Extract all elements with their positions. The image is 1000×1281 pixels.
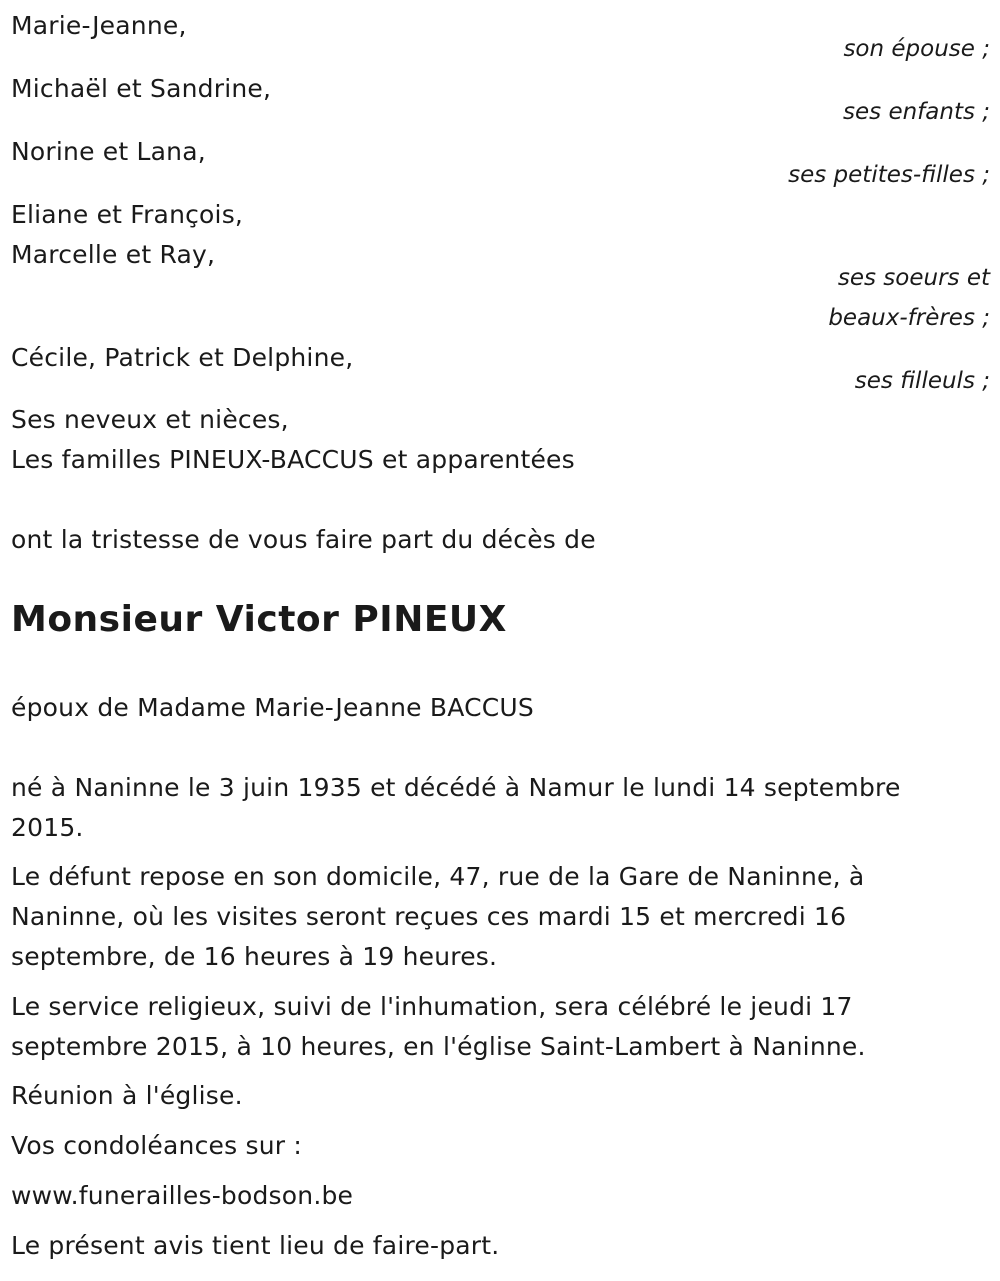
siblings-names-2: Marcelle et Ray, [11, 240, 216, 269]
children-names: Michaël et Sandrine, [11, 74, 272, 103]
siblings-relation-2: beaux-frères ; [828, 305, 990, 331]
spouse-name: Marie-Jeanne, [11, 11, 187, 40]
spouse-relation: son épouse ; [843, 36, 990, 62]
nephews-nieces: Ses neveux et nièces, [11, 405, 289, 434]
children-relation: ses enfants ; [843, 99, 990, 125]
service-paragraph: Le service religieux, suivi de l'inhumation, sera célébré le jeudi 17 septembre 2015, à 10 heures, en l'église Saint-Lambert à Naninne. [11, 992, 866, 1061]
notice-line: Le présent avis tient lieu de faire-part. [11, 1231, 500, 1260]
meeting-line: Réunion à l'église. [11, 1081, 243, 1110]
condolences-label: Vos condoléances sur : [11, 1131, 302, 1160]
announcement: ont la tristesse de vous faire part du décès de [11, 525, 596, 554]
spouse-line: époux de Madame Marie-Jeanne BACCUS [11, 693, 534, 722]
godchildren-names: Cécile, Patrick et Delphine, [11, 343, 354, 372]
birth-death-paragraph: né à Naninne le 3 juin 1935 et décédé à Namur le lundi 14 septembre 2015. [11, 773, 901, 842]
deceased-name: Monsieur Victor PINEUX [11, 599, 507, 640]
siblings-relation-1: ses soeurs et [837, 265, 990, 291]
visitation-paragraph: Le défunt repose en son domicile, 47, rue de la Gare de Naninne, à Naninne, où les visites seront reçues ces mardi 15 et mercredi 16 septembre, de 16 heures à 19 heures. [11, 862, 865, 971]
godchildren-relation: ses filleuls ; [854, 368, 990, 394]
siblings-names-1: Eliane et François, [11, 200, 244, 229]
granddaughters-relation: ses petites-filles ; [788, 162, 990, 188]
website-link[interactable]: www.funerailles-bodson.be [11, 1181, 354, 1210]
families-line: Les familles PINEUX-BACCUS et apparentées [11, 445, 575, 474]
granddaughters-names: Norine et Lana, [11, 137, 206, 166]
